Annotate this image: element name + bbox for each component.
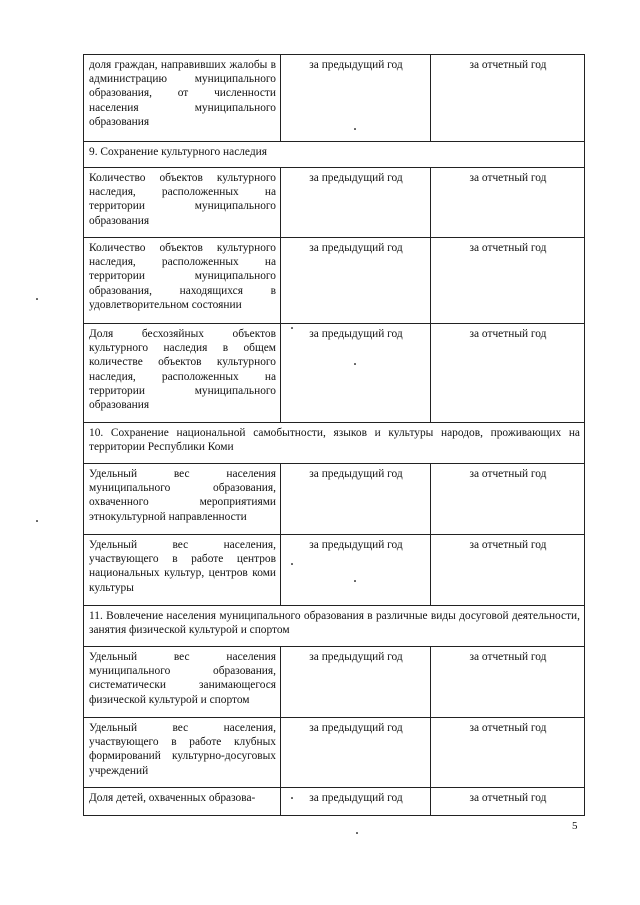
indicator-text: Удельный вес населения, участвующего в работе клубных формирований культурно-досуговых учреждений	[84, 718, 281, 788]
scan-speck	[291, 327, 293, 329]
previous-year-cell: за предыдущий год	[281, 718, 431, 788]
current-year-cell: за отчетный год	[431, 464, 585, 535]
scan-speck	[36, 298, 38, 300]
current-year-cell: за отчетный год	[431, 647, 585, 718]
indicator-text: Удельный вес населения, участвующего в работе центров национальных культур, центров коми культуры	[84, 535, 281, 606]
scan-speck	[291, 797, 293, 799]
previous-year-cell: за предыдущий год	[281, 535, 431, 606]
table-row	[84, 788, 585, 816]
indicator-text: Доля детей, охваченных образова-	[84, 788, 281, 816]
current-year-cell: за отчетный год	[431, 788, 585, 816]
indicator-text: Количество объектов культурного наследия, расположенных на территории муниципального образования	[84, 168, 281, 238]
page-number: 5	[572, 820, 578, 832]
indicator-text: Удельный вес населения муниципального образования, охваченного мероприятиями этнокультурной направленности	[84, 464, 281, 535]
table-row	[84, 718, 585, 788]
previous-year-cell: за предыдущий год	[281, 324, 431, 423]
current-year-cell: за отчетный год	[431, 718, 585, 788]
indicator-text: Удельный вес населения муниципального образования, систематически занимающегося физической культурой и спортом	[84, 647, 281, 718]
current-year-cell: за отчетный год	[431, 535, 585, 606]
indicator-text: Количество объектов культурного наследия, расположенных на территории муниципального образования, находящихся в удовлетворительном состоянии	[84, 238, 281, 324]
section-heading: 9. Сохранение культурного наследия	[84, 142, 585, 168]
indicators-table	[83, 54, 585, 816]
indicator-text: Доля бесхозяйных объектов культурного наследия в общем количестве объектов культурного наследия, расположенных на территории муниципального образования	[84, 324, 281, 423]
previous-year-cell: за предыдущий год	[281, 788, 431, 816]
current-year-cell: за отчетный год	[431, 168, 585, 238]
scan-speck	[36, 520, 38, 522]
section-heading: 11. Вовлечение населения муниципального образования в различные виды досуговой деятельности, занятия физической культурой и спортом	[84, 606, 585, 647]
section-row	[84, 142, 585, 168]
table-row	[84, 464, 585, 535]
section-row	[84, 606, 585, 647]
current-year-cell: за отчетный год	[431, 238, 585, 324]
previous-year-cell: за предыдущий год	[281, 55, 431, 142]
current-year-cell: за отчетный год	[431, 55, 585, 142]
scan-speck	[291, 563, 293, 565]
scan-speck	[354, 363, 356, 365]
section-heading: 10. Сохранение национальной самобытности, языков и культуры народов, проживающих на территории Республики Коми	[84, 423, 585, 464]
scan-speck	[354, 580, 356, 582]
table-row	[84, 55, 585, 142]
table-row	[84, 324, 585, 423]
previous-year-cell: за предыдущий год	[281, 464, 431, 535]
current-year-cell: за отчетный год	[431, 324, 585, 423]
previous-year-cell: за предыдущий год	[281, 168, 431, 238]
indicator-text: доля граждан, направивших жалобы в администрацию муниципального образования, от численности населения муниципального образования	[84, 55, 281, 142]
table-row	[84, 647, 585, 718]
previous-year-cell: за предыдущий год	[281, 647, 431, 718]
table-row	[84, 168, 585, 238]
scan-speck	[354, 128, 356, 130]
table-row	[84, 535, 585, 606]
table-row	[84, 238, 585, 324]
previous-year-cell: за предыдущий год	[281, 238, 431, 324]
scan-speck	[356, 832, 358, 834]
section-row	[84, 423, 585, 464]
